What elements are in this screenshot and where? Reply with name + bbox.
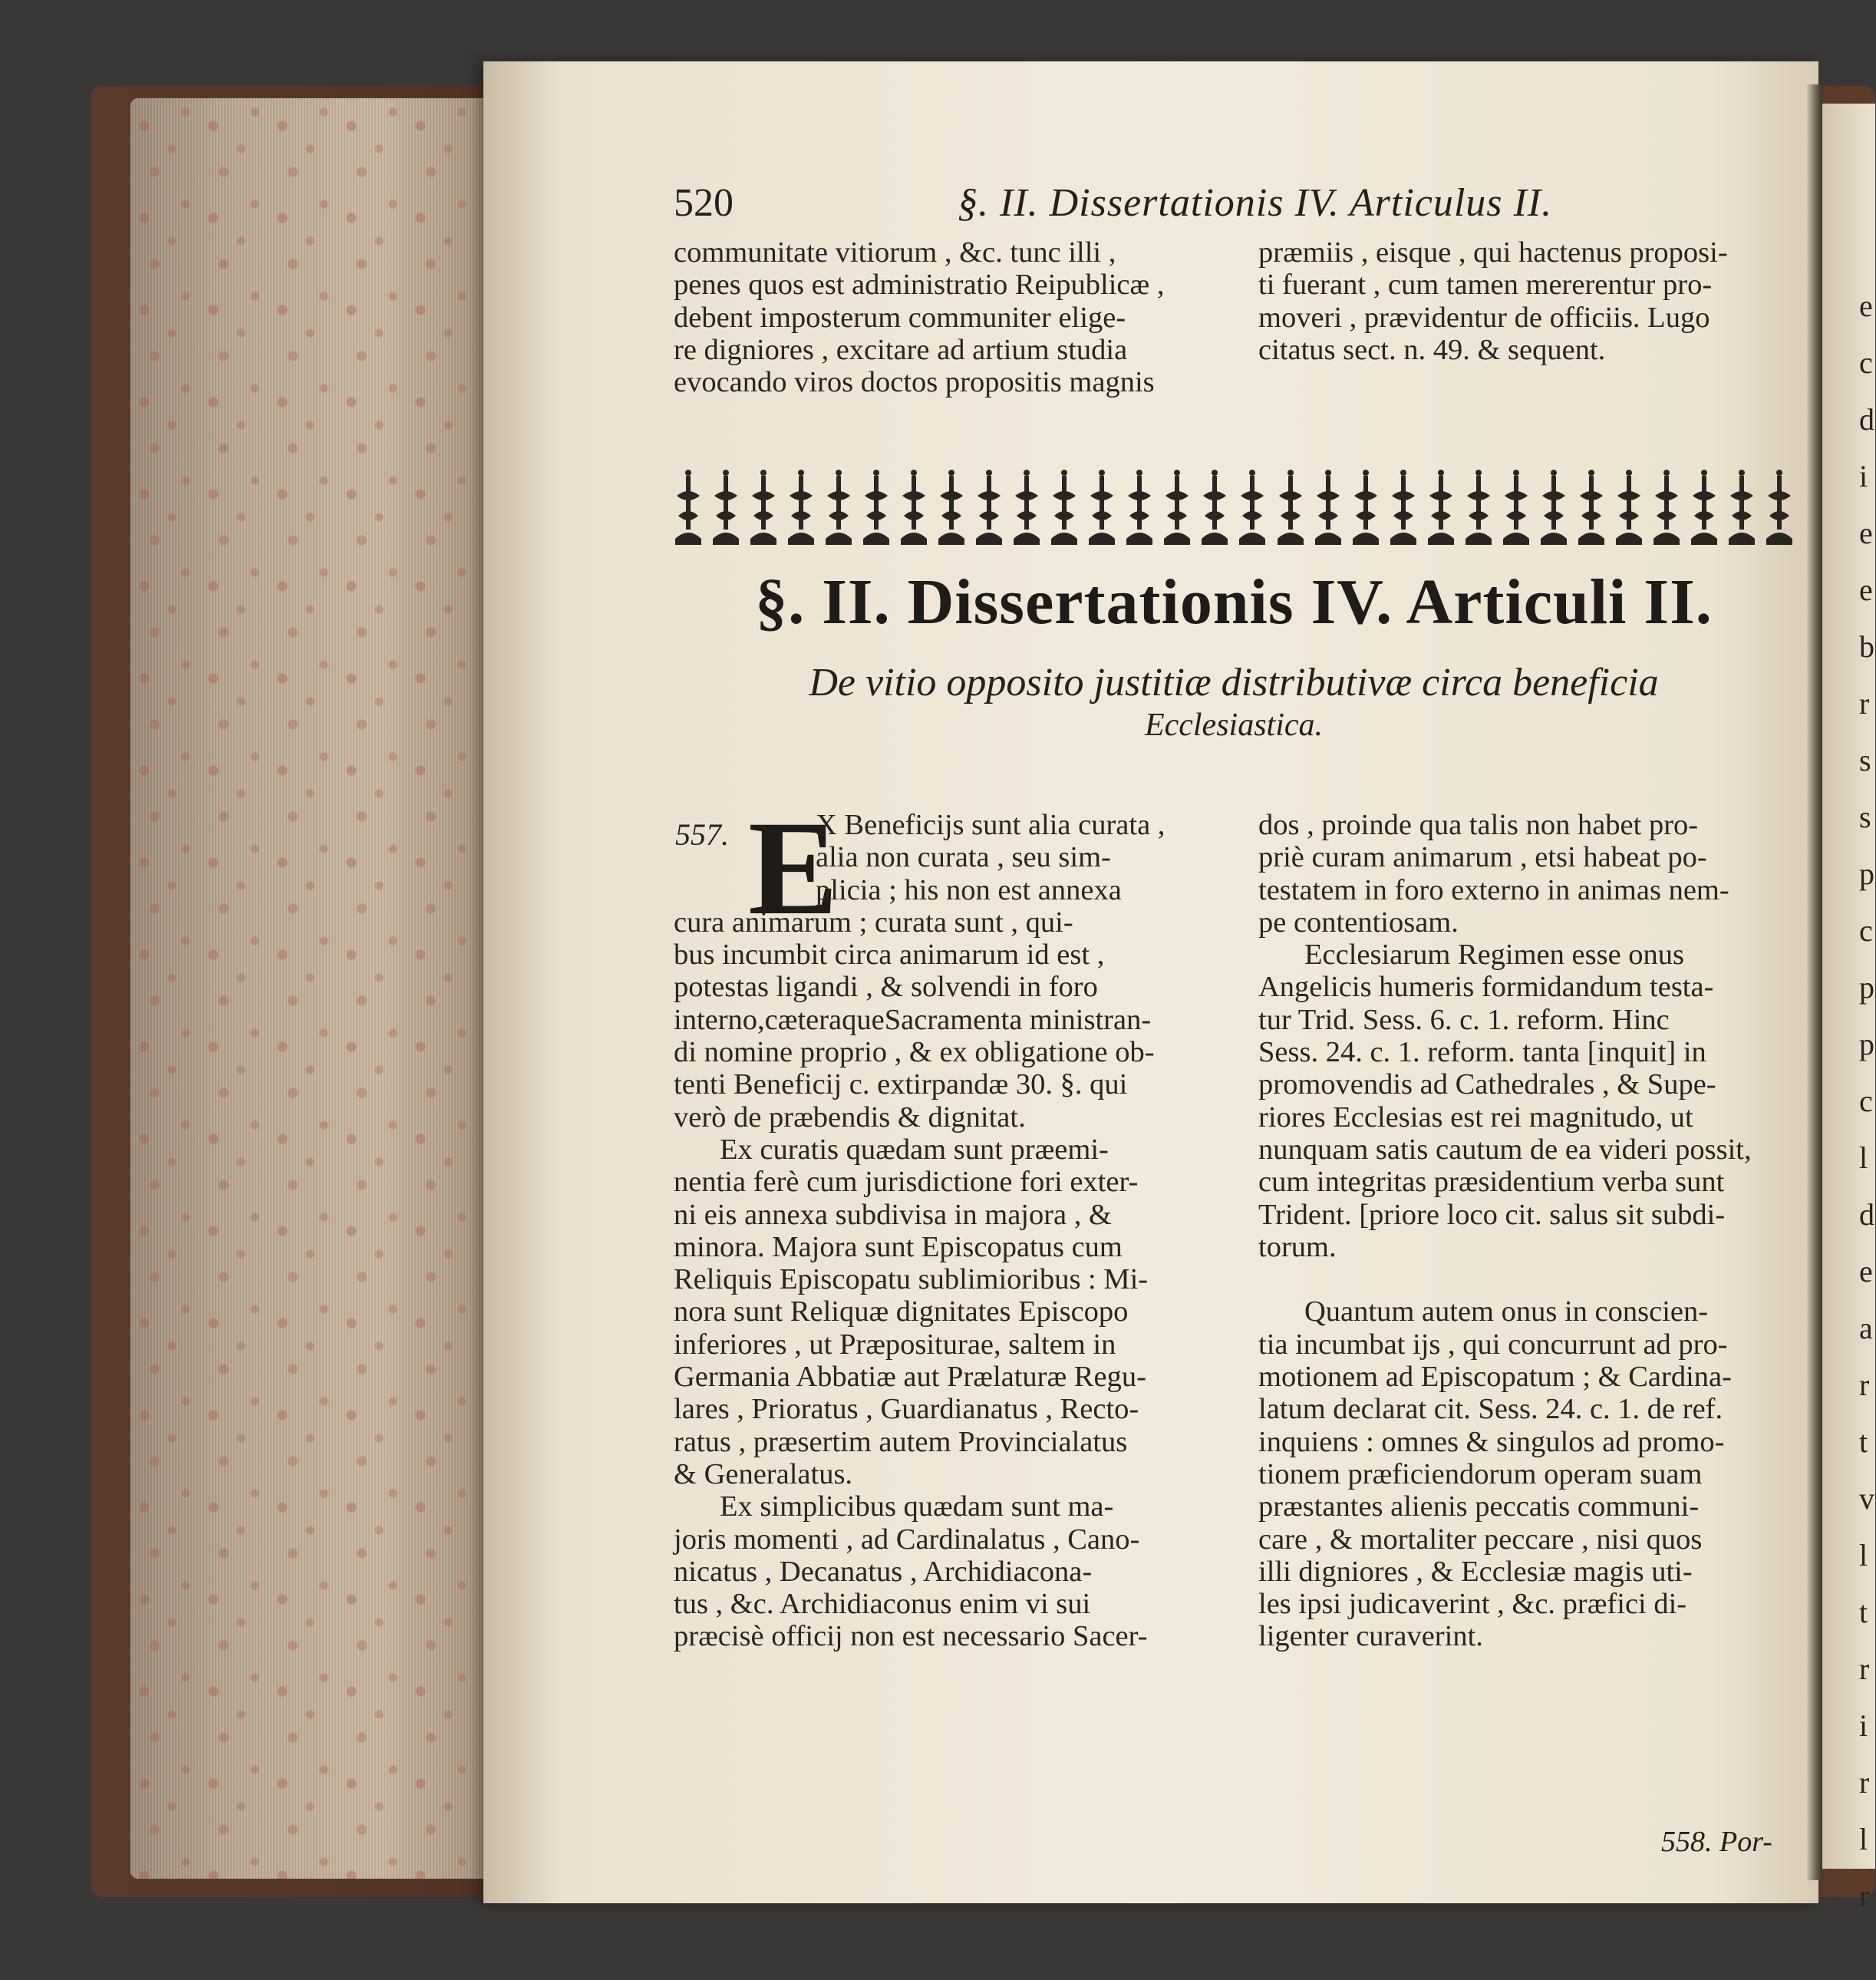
text-line: les ipsi judicaverint , &c. præfici di- (1258, 1588, 1687, 1621)
text-line: promovendis ad Cathedrales , & Supe- (1258, 1068, 1716, 1101)
text-line: tenti Beneficij c. extirpandæ 30. §. qui (674, 1068, 1128, 1101)
text-line: dos , proinde qua talis non habet pro- (1258, 809, 1699, 841)
facing-page-letter: d (1859, 402, 1874, 437)
fleuron-ornament (1652, 465, 1681, 551)
fleuron-ornament (899, 465, 928, 551)
fleuron-ornament (711, 465, 740, 551)
text-line: evocando viros doctos propositis magnis (674, 366, 1155, 399)
fleuron-ornament (1351, 465, 1380, 551)
text-line: debent imposterum communiter elige- (674, 301, 1126, 334)
facing-page-letter: e (1859, 289, 1873, 323)
fleuron-ornament (1087, 465, 1116, 551)
text-line: Ecclesiarum Regimen esse onus (1304, 939, 1685, 972)
facing-page-letter: r (1859, 1652, 1870, 1686)
text-line: inferiores , ut Præpositurae, saltem in (674, 1328, 1116, 1361)
paragraph-number: 557. (675, 817, 729, 852)
facing-page-letter: a (1859, 1311, 1873, 1345)
text-line: præmiis , eisque , qui hactenus proposi- (1258, 236, 1728, 269)
text-line: Sess. 24. c. 1. reform. tanta [inquit] in (1258, 1036, 1706, 1069)
facing-page-letter: t (1859, 1424, 1868, 1459)
fleuron-ornament (937, 465, 966, 551)
facing-page-letter: c (1859, 1084, 1873, 1118)
facing-page-letter: e (1859, 573, 1873, 607)
text-line: care , & mortaliter peccare , nisi quos (1258, 1523, 1703, 1556)
facing-page-edge (1822, 104, 1875, 1913)
fleuron-ornament (1125, 465, 1154, 551)
facing-page-letter: s (1859, 800, 1871, 834)
running-head (674, 177, 1779, 230)
section-title: §. II. Dissertationis IV. Articuli II. (755, 566, 1713, 638)
fleuron-ornament (1389, 465, 1418, 551)
text-line: Angelicis humeris formidandum testa- (1258, 971, 1714, 1004)
text-line: priè curam animarum , etsi habeat po- (1258, 841, 1707, 874)
text-line: Ex simplicibus quædam sunt ma- (720, 1490, 1114, 1523)
text-line: moveri , prævidentur de officiis. Lugo (1258, 301, 1710, 334)
text-line: cum integritas præsidentium verba sunt (1258, 1166, 1725, 1199)
fleuron-ornament (1276, 465, 1305, 551)
text-line: X Beneficijs sunt alia curata , (816, 809, 1165, 841)
catchword: 558. Por- (1661, 1826, 1772, 1858)
facing-page-letter: l (1859, 1140, 1868, 1175)
fleuron-ornament (749, 465, 778, 551)
facing-page-letter: r (1859, 686, 1870, 721)
text-line: di nomine proprio , & ex obligatione ob- (674, 1036, 1155, 1069)
facing-page-letter: r (1859, 1879, 1870, 1913)
text-line: latum declarat cit. Sess. 24. c. 1. de ref. (1258, 1393, 1723, 1426)
text-line: citatus sect. n. 49. & sequent. (1258, 333, 1606, 366)
section-subtitle-continued: Ecclesiastica. (1144, 708, 1324, 743)
text-line: torum. (1258, 1230, 1337, 1263)
facing-page-letter: r (1859, 1765, 1870, 1800)
fleuron-ornament (1502, 465, 1531, 551)
text-line: testatem in foro externo in animas nem- (1258, 873, 1729, 906)
drop-cap: E (748, 794, 839, 943)
text-line: Quantum autem onus in conscien- (1304, 1295, 1709, 1328)
text-line: ligenter curaverint. (1258, 1620, 1483, 1653)
text-line: alia non curata , seu sim- (816, 841, 1111, 874)
left-column (674, 809, 1165, 1653)
text-line: pe contentiosam. (1258, 906, 1459, 939)
facing-page-letter: d (1859, 1197, 1874, 1232)
fleuron-ornament (974, 465, 1004, 551)
text-line: interno,cæteraqueSacramenta ministran- (674, 1003, 1152, 1036)
facing-page-letter: p (1859, 1027, 1874, 1061)
text-line: penes quos est administratio Reipublicæ , (674, 269, 1165, 302)
text-line: tur Trid. Sess. 6. c. 1. reform. Hinc (1258, 1003, 1670, 1036)
fleuron-ornament (862, 465, 891, 551)
top-right-column (1258, 236, 1728, 366)
facing-page-letter: l (1859, 1822, 1868, 1856)
facing-page-letter: i (1859, 1708, 1868, 1743)
text-line: tus , &c. Archidiaconus enim vi sui (674, 1588, 1091, 1621)
page-number: 520 (674, 181, 734, 225)
fleuron-ornament (1690, 465, 1719, 551)
top-left-column (674, 236, 1164, 398)
text-line: Germania Abbatiæ aut Prælaturæ Regu- (674, 1361, 1146, 1394)
fleuron-ornament (1577, 465, 1606, 551)
facing-page-letter: c (1859, 913, 1873, 948)
facing-page-letter: p (1859, 856, 1874, 891)
text-line: nunquam satis cautum de ea videri possit, (1258, 1133, 1752, 1166)
text-line: ti fuerant , cum tamen mererentur pro- (1258, 269, 1713, 302)
facing-page-letter: l (1859, 1538, 1868, 1572)
section-subtitle: De vitio opposito justitiæ distributivæ circa beneficia (809, 661, 1659, 705)
ornamental-divider (674, 462, 1794, 554)
facing-page-letter: t (1859, 1595, 1868, 1629)
text-line: Trident. [priore loco cit. salus sit subdi- (1258, 1198, 1726, 1231)
facing-page-letter: s (1859, 743, 1871, 777)
facing-page-letter: v (1859, 1481, 1874, 1516)
text-line: illi digniores , & Ecclesiæ magis uti- (1258, 1555, 1693, 1588)
text-line: præcisè officij non est necessario Sacer- (674, 1620, 1148, 1653)
text-line (1258, 1263, 1752, 1295)
text-line: ratus , præsertim autem Provincialatus (674, 1425, 1128, 1458)
text-line: tionem præficiendorum operam suam (1258, 1457, 1703, 1490)
fleuron-ornament (1012, 465, 1041, 551)
fleuron-ornament (1426, 465, 1456, 551)
running-title: §. II. Dissertationis IV. Articulus II. (958, 181, 1553, 225)
facing-page-letter: p (1859, 970, 1874, 1005)
fleuron-ornament (786, 465, 816, 551)
fleuron-ornament (674, 465, 703, 551)
text-line: nicatus , Decanatus , Archidiacona- (674, 1555, 1093, 1588)
text-line: minora. Majora sunt Episcopatus cum (674, 1230, 1123, 1263)
book-fore-edge (130, 98, 483, 1879)
facing-page-letter: b (1859, 629, 1874, 664)
text-line: tia incumbat ijs , qui concurrunt ad pro- (1258, 1328, 1728, 1361)
text-line: potestas ligandi , & solvendi in foro (674, 971, 1098, 1004)
fleuron-ornament (1314, 465, 1343, 551)
text-line: re digniores , excitare ad artium studia (674, 333, 1128, 366)
text-line: & Generalatus. (674, 1457, 853, 1490)
text-line: lares , Prioratus , Guardianatus , Recto- (674, 1393, 1139, 1426)
fleuron-ornament (1765, 465, 1794, 551)
text-line: joris momenti , ad Cardinalatus , Cano- (674, 1523, 1140, 1556)
fleuron-ornament (1050, 465, 1079, 551)
fleuron-ornament (824, 465, 853, 551)
fleuron-ornament (1162, 465, 1192, 551)
fleuron-ornament (1614, 465, 1644, 551)
facing-page-letter: e (1859, 516, 1873, 550)
text-line: motionem ad Episcopatum ; & Cardina- (1258, 1361, 1732, 1394)
text-line: inquiens : omnes & singulos ad promo- (1258, 1425, 1725, 1458)
facing-page-letter: i (1859, 459, 1868, 493)
fleuron-ornament (1200, 465, 1229, 551)
fleuron-ornament (1539, 465, 1568, 551)
facing-page-letter: e (1859, 1254, 1873, 1289)
facing-page-letter: c (1859, 345, 1873, 380)
text-line: præstantes alienis peccatis communi- (1258, 1490, 1700, 1523)
text-line: verò de præbendis & dignitat. (674, 1101, 1026, 1134)
text-line: Reliquis Episcopatu sublimioribus : Mi- (674, 1263, 1149, 1296)
text-line: nentia ferè cum jurisdictione fori exter- (674, 1166, 1139, 1199)
text-line: cura animarum ; curata sunt , qui- (674, 906, 1073, 939)
book-gutter (1807, 84, 1822, 1880)
text-line: nora sunt Reliquæ dignitates Episcopo (674, 1295, 1129, 1328)
text-line: bus incumbit circa animarum id est , (674, 939, 1105, 972)
right-column (1258, 809, 1752, 1653)
text-line: riores Ecclesias est rei magnitudo, ut (1258, 1101, 1693, 1134)
fleuron-ornament (1464, 465, 1493, 551)
text-line: ni eis annexa subdivisa in majora , & (674, 1198, 1112, 1231)
text-line: communitate vitiorum , &c. tunc illi , (674, 236, 1116, 269)
text-line: Ex curatis quædam sunt præemi- (720, 1133, 1109, 1166)
fleuron-ornament (1238, 465, 1267, 551)
text-line: plicia ; his non est annexa (816, 873, 1122, 906)
fleuron-ornament (1727, 465, 1756, 551)
facing-page-letter: r (1859, 1368, 1870, 1402)
